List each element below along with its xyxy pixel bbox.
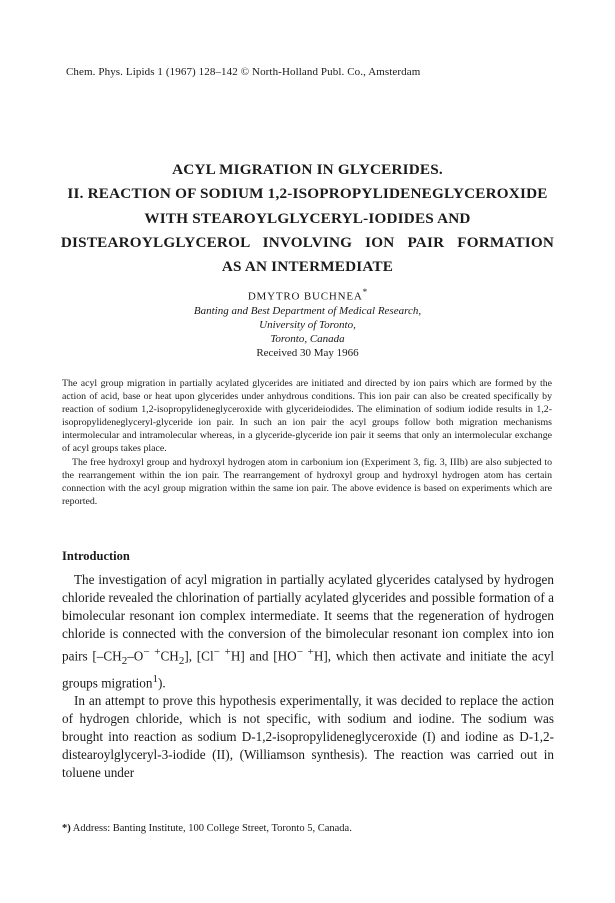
author-footnote-mark: *	[362, 287, 368, 297]
reference-superscript: 1	[152, 673, 158, 686]
superscript-minus: −	[213, 646, 220, 658]
section-heading-introduction: Introduction	[62, 549, 130, 563]
affiliation-line-3: Toronto, Canada	[270, 333, 345, 346]
intro-p1-text-e: ], [Cl	[184, 648, 214, 664]
abstract-paragraph-1: The acyl group migration in partially acylated glycerides are initiated and directed by ion pairs which are formed by the action of acid, base or heat upon glycerides under anhydrous conditions. This ion pair can also be created specifically by reaction of sodium 1,2-isopropylideneglyceroxide with glycerideiodides. The elimination of sodium iodide results in 1,2-isopropylideneglyceryl-glyceride ion pair. In such an ion pair the acyl groups follow both migration mechanisms intermolecular and intramolecular whereas, in a glyceride-glyceride ion pair it seems that only an intermolecular exchange of acyl groups takes place.	[62, 378, 552, 455]
journal-citation: Chem. Phys. Lipids 1 (1967) 128–142 © North-Holland Publ. Co., Amsterdam	[66, 66, 421, 78]
abstract-paragraph-2: The free hydroxyl group and hydroxyl hydrogen atom in carbonium ion (Experiment 3, fig. 3, IIIb) are also subjected to the rearrangement within the ion pair. The rearrangement of hydroxyl group and hydroxyl hydrogen atom has certain connection with the acyl group migration within the same ion pair. The above evidence is based on experiments which are reported.	[62, 456, 552, 507]
title-line-1: ACYL MIGRATION IN GLYCERIDES.	[172, 161, 443, 178]
intro-p1-text-a: The investigation of acyl migration in partially acylated glycerides catalysed by hydrogen chloride revealed the chlorination of partially acylated glycerides and possible formation of a bimolecular resonant ion complex intermediate. It seems that the regeneration of hydrogen chloride is connected with the conversion of the bimolecular resonant ion complex into ion pairs [–CH	[62, 572, 554, 664]
superscript-plus: +	[224, 646, 231, 658]
title-line-3: WITH STEAROYLGLYCERYL-IODIDES AND	[144, 209, 471, 227]
superscript-minus: −	[296, 646, 303, 658]
intro-p1-text-f: H] and [HO	[230, 648, 297, 664]
author-block	[40, 285, 575, 361]
received-date: Received 30 May 1966	[256, 347, 359, 360]
title-line-2: II. REACTION OF SODIUM 1,2-ISOPROPYLIDENEGLYCEROXIDE	[67, 185, 548, 203]
title-line-4: DISTEAROYLGLYCEROL INVOLVING ION PAIR FORMATION	[60, 233, 555, 251]
subscript: 2	[121, 655, 128, 668]
superscript-plus: +	[307, 646, 314, 658]
intro-p1-text-b: –O	[127, 648, 144, 664]
abstract	[62, 377, 552, 508]
superscript-plus: +	[154, 646, 161, 658]
subscript: 2	[178, 655, 185, 668]
footnote-text: Address: Banting Institute, 100 College Street, Toronto 5, Canada.	[72, 823, 352, 834]
intro-p1-text-h: ).	[157, 675, 166, 691]
author-name: DMYTRO BUCHNEA	[247, 290, 363, 303]
author-line	[40, 285, 575, 304]
footnote-mark: *)	[62, 823, 71, 834]
affiliation-line-2: University of Toronto,	[259, 319, 356, 332]
affiliation-line-1: Banting and Best Department of Medical Research,	[193, 304, 422, 317]
title-line-5: AS AN INTERMEDIATE	[221, 258, 394, 276]
intro-p1-text-g: H], which then activate and initiate the acyl groups migration	[62, 648, 554, 691]
intro-paragraph-1	[62, 571, 554, 692]
paper-title	[40, 158, 575, 279]
superscript-minus: −	[143, 646, 150, 658]
intro-paragraph-2: In an attempt to prove this hypothesis experimentally, it was decided to replace the action of hydrogen chloride, which is not specific, with sodium and iodine. The sodium was brought into reaction as sodium D-1,2-isopropylideneglyceroxide (I) and iodine as D-1,2-distearoylglyceryl-3-iodide (II), (Williamson synthesis). The reaction was carried out in toluene under	[62, 693, 554, 781]
introduction-body	[62, 571, 554, 782]
footnote	[62, 823, 352, 834]
intro-p1-text-d: CH	[160, 648, 179, 664]
